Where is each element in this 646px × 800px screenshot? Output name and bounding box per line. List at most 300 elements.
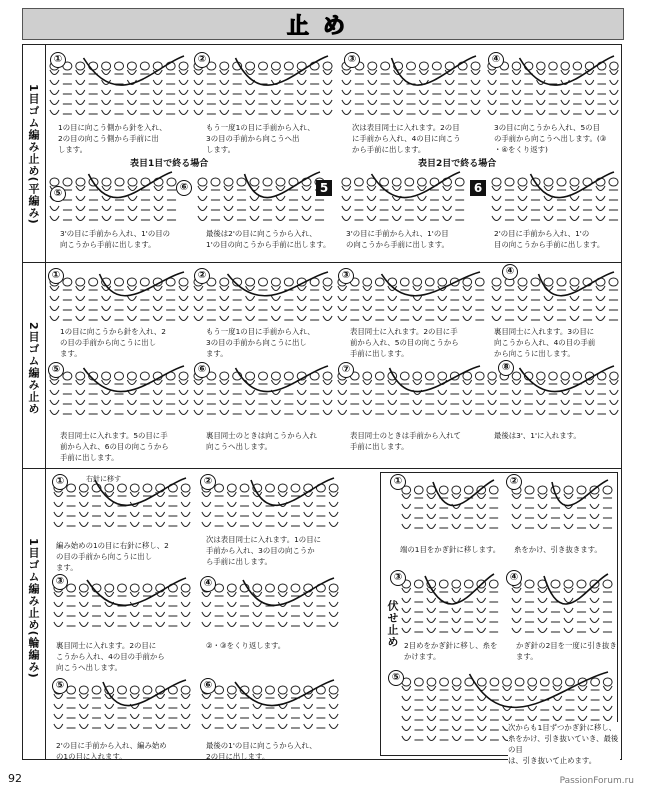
stitch-line — [329, 704, 338, 709]
step-number: ⑤ — [50, 186, 66, 202]
stitch-loop — [115, 178, 124, 186]
stitch-line — [50, 400, 59, 405]
stitch-line — [224, 216, 233, 221]
stitch-line — [79, 724, 88, 729]
stitch-loop — [105, 484, 114, 492]
yarn-needle-line — [531, 172, 615, 198]
stitch-line — [596, 186, 605, 191]
stitch-line — [538, 598, 547, 603]
stitch-line — [512, 618, 521, 623]
stitch-line — [179, 296, 188, 301]
stitch-line — [202, 724, 211, 729]
stitch-line — [202, 704, 211, 709]
stitch-line — [102, 186, 111, 191]
stitch-line — [477, 514, 486, 519]
stitch-loop — [400, 278, 409, 286]
stitch-line — [342, 100, 351, 105]
stitch-line — [54, 622, 63, 627]
stitch-loop — [440, 678, 449, 686]
stitch-line — [246, 306, 255, 311]
stitch-line — [338, 316, 347, 321]
stitch-line — [130, 622, 139, 627]
stitch-line — [338, 296, 347, 301]
stitch-line — [202, 492, 211, 497]
stitch-line — [278, 492, 287, 497]
stitch-loop — [512, 62, 521, 70]
stitch-line — [518, 206, 527, 211]
stitch-loop — [553, 678, 562, 686]
stitch-line — [528, 716, 537, 721]
stitch-line — [224, 186, 233, 191]
stitch-line — [610, 110, 619, 115]
stitch-line — [54, 522, 63, 527]
stitch-line — [304, 714, 313, 719]
stitch-line — [537, 380, 546, 385]
stitch-loop — [266, 686, 275, 694]
stitch-line — [253, 714, 262, 719]
stitch-line — [512, 400, 521, 405]
stitch-line — [304, 522, 313, 527]
step-number: ① — [50, 52, 66, 68]
stitch-loop — [140, 62, 149, 70]
stitch-line — [76, 196, 85, 201]
stitch-line — [413, 316, 422, 321]
stitch-line — [452, 514, 461, 519]
stitch-line — [512, 524, 521, 529]
stitch-line — [553, 716, 562, 721]
stitch-line — [367, 196, 376, 201]
stitch-line — [323, 390, 332, 395]
stitch-line — [553, 686, 562, 691]
stitch-line — [153, 410, 162, 415]
stitch-line — [194, 110, 203, 115]
step-number: ① — [48, 268, 64, 284]
step-number: ② — [194, 268, 210, 284]
stitch-line — [128, 206, 137, 211]
stitch-line — [427, 524, 436, 529]
stitch-line — [323, 110, 332, 115]
yarn-needle-line — [89, 172, 173, 198]
stitch-line — [342, 216, 351, 221]
stitch-loop — [118, 484, 127, 492]
stitch-loop — [363, 372, 372, 380]
stitch-line — [154, 196, 163, 201]
stitch-line — [198, 206, 207, 211]
stitch-loop — [140, 372, 149, 380]
stitch-line — [488, 90, 497, 95]
stitch-line — [363, 286, 372, 291]
step-caption: 最後の1'の目に向こうから入れ、 2の目に出します。 — [206, 741, 317, 761]
stitch-loop — [237, 178, 246, 186]
stitch-line — [50, 110, 59, 115]
stitch-line — [477, 608, 486, 613]
stitch-line — [130, 694, 139, 699]
stitch-loop — [561, 372, 570, 380]
stitch-line — [323, 410, 332, 415]
stitch-line — [302, 186, 311, 191]
stitch-line — [54, 714, 63, 719]
stitch-line — [413, 286, 422, 291]
stitch-line — [127, 316, 136, 321]
stitch-line — [537, 400, 546, 405]
stitch-line — [194, 306, 203, 311]
stitch-line — [538, 494, 547, 499]
step-diagram — [486, 52, 620, 122]
stitch-line — [297, 400, 306, 405]
stitch-loop — [540, 678, 549, 686]
stitch-line — [153, 110, 162, 115]
stitch-line — [388, 380, 397, 385]
stitch-line — [329, 694, 338, 699]
stitch-line — [278, 512, 287, 517]
step-diagram — [48, 268, 190, 326]
stitch-line — [443, 216, 452, 221]
stitch-line — [596, 296, 605, 301]
stitch-line — [220, 306, 229, 311]
step-diagram — [200, 676, 340, 738]
stitch-line — [153, 100, 162, 105]
stitch-line — [603, 706, 612, 711]
step-number: ⑥ — [194, 362, 210, 378]
stitch-loop — [417, 178, 426, 186]
stitch-loop — [329, 686, 338, 694]
stitch-line — [596, 206, 605, 211]
stitch-line — [194, 286, 203, 291]
stitch-line — [127, 400, 136, 405]
stitch-line — [585, 400, 594, 405]
stitch-loop — [130, 484, 139, 492]
stitch-line — [181, 602, 190, 607]
stitch-loop — [246, 278, 255, 286]
stitch-line — [488, 100, 497, 105]
stitch-loop — [140, 278, 149, 286]
stitch-line — [463, 286, 472, 291]
yarn-needle-line — [539, 272, 615, 296]
stitch-line — [130, 492, 139, 497]
stitch-line — [570, 286, 579, 291]
stitch-line — [438, 306, 447, 311]
stitch-line — [544, 216, 553, 221]
stitch-line — [512, 390, 521, 395]
stitch-line — [153, 286, 162, 291]
stitch-line — [564, 494, 573, 499]
stitch-line — [220, 80, 229, 85]
stitch-line — [518, 306, 527, 311]
section-label: 2目ゴム編み止め — [27, 322, 40, 415]
step-diagram — [192, 52, 334, 122]
stitch-line — [181, 622, 190, 627]
stitch-loop — [67, 584, 76, 592]
stitch-line — [537, 100, 546, 105]
stitch-loop — [477, 678, 486, 686]
stitch-loop — [114, 372, 123, 380]
stitch-loop — [475, 278, 484, 286]
stitch-loop — [291, 484, 300, 492]
stitch-line — [492, 206, 501, 211]
stitch-line — [590, 524, 599, 529]
stitch-line — [128, 186, 137, 191]
stitch-line — [388, 316, 397, 321]
stitch-loop — [227, 584, 236, 592]
stitch-line — [419, 100, 428, 105]
step-caption: 3の目に向こうから入れ、5の目 の手前から向こうへ出します。(③ ・④をくり返す) — [494, 123, 607, 154]
stitch-loop — [368, 62, 377, 70]
stitch-line — [537, 390, 546, 395]
stitch-line — [102, 306, 111, 311]
stitch-loop — [573, 372, 582, 380]
stitch-loop — [439, 580, 448, 588]
stitch-line — [512, 90, 521, 95]
stitch-line — [368, 70, 377, 75]
stitch-loop — [63, 372, 72, 380]
stitch-loop — [342, 178, 351, 186]
stitch-line — [590, 504, 599, 509]
stitch-line — [181, 714, 190, 719]
stitch-line — [227, 704, 236, 709]
step-diagram — [48, 168, 178, 230]
page-number: 92 — [8, 772, 22, 785]
stitch-loop — [118, 584, 127, 592]
stitch-line — [427, 686, 436, 691]
stitch-loop — [258, 278, 267, 286]
stitch-line — [394, 80, 403, 85]
stitch-line — [50, 410, 59, 415]
stitch-loop — [438, 372, 447, 380]
stitch-line — [610, 390, 619, 395]
stitch-line — [278, 592, 287, 597]
stitch-loop — [414, 678, 423, 686]
stitch-line — [202, 714, 211, 719]
stitch-line — [402, 686, 411, 691]
stitch-line — [413, 306, 422, 311]
stitch-line — [443, 196, 452, 201]
stitch-line — [102, 216, 111, 221]
stitch-line — [54, 694, 63, 699]
stitch-line — [253, 502, 262, 507]
stitch-line — [338, 306, 347, 311]
stitch-line — [297, 316, 306, 321]
stitch-line — [220, 70, 229, 75]
stitch-line — [477, 726, 486, 731]
stitch-line — [342, 206, 351, 211]
step-diagram — [52, 574, 192, 640]
stitch-loop — [227, 484, 236, 492]
step-caption: 1の目に向こうから針を入れ、2 の目の手前から向こうに出し ます。 — [60, 327, 166, 358]
stitch-line — [105, 612, 114, 617]
stitch-loop — [291, 686, 300, 694]
stitch-line — [338, 380, 347, 385]
step-caption: 3'の目に手前から入れ、1'の目の 向こうから手前に出します。 — [60, 229, 170, 249]
stitch-loop — [561, 62, 570, 70]
stitch-line — [297, 306, 306, 311]
stitch-line — [452, 726, 461, 731]
stitch-line — [105, 522, 114, 527]
stitch-line — [271, 400, 280, 405]
stitch-line — [202, 502, 211, 507]
stitch-line — [488, 380, 497, 385]
stitch-line — [50, 390, 59, 395]
stitch-line — [590, 608, 599, 613]
stitch-line — [227, 492, 236, 497]
stitch-line — [179, 70, 188, 75]
stitch-line — [578, 716, 587, 721]
stitch-line — [443, 186, 452, 191]
stitch-line — [179, 90, 188, 95]
stitch-line — [463, 390, 472, 395]
stitch-loop — [610, 372, 619, 380]
step-caption: 端の1目をかぎ針に移します。 — [400, 545, 501, 554]
stitch-line — [363, 410, 372, 415]
stitch-loop — [363, 278, 372, 286]
stitch-line — [253, 602, 262, 607]
stitch-line — [471, 70, 480, 75]
step-number: ④ — [488, 52, 504, 68]
stitch-line — [202, 522, 211, 527]
stitch-line — [179, 110, 188, 115]
stitch-loop — [323, 278, 332, 286]
stitch-line — [76, 400, 85, 405]
stitch-loop — [566, 678, 575, 686]
stitch-loop — [503, 678, 512, 686]
stitch-loop — [179, 62, 188, 70]
stitch-line — [220, 296, 229, 301]
stitch-line — [220, 110, 229, 115]
stitch-loop — [276, 178, 285, 186]
stitch-line — [590, 598, 599, 603]
stitch-line — [570, 296, 579, 301]
stitch-loop — [79, 686, 88, 694]
stitch-line — [194, 410, 203, 415]
stitch-line — [179, 380, 188, 385]
stitch-line — [128, 216, 137, 221]
stitch-line — [323, 70, 332, 75]
stitch-line — [54, 502, 63, 507]
step-number: ③ — [390, 570, 406, 586]
stitch-line — [561, 410, 570, 415]
page-title-bar — [22, 8, 624, 40]
stitch-line — [250, 196, 259, 201]
stitch-line — [127, 100, 136, 105]
stitch-line — [590, 618, 599, 623]
stitch-line — [477, 494, 486, 499]
stitch-loop — [271, 278, 280, 286]
stitch-loop — [271, 62, 280, 70]
stitch-line — [564, 618, 573, 623]
stitch-line — [304, 704, 313, 709]
stitch-loop — [505, 178, 514, 186]
stitch-line — [271, 90, 280, 95]
stitch-line — [329, 492, 338, 497]
stitch-line — [603, 696, 612, 701]
yarn-needle-line — [520, 56, 615, 85]
stitch-loop — [329, 484, 338, 492]
stitch-line — [179, 306, 188, 311]
stitch-loop — [354, 178, 363, 186]
stitch-line — [342, 90, 351, 95]
stitch-loop — [284, 62, 293, 70]
stitch-line — [419, 90, 428, 95]
step-caption: 最後は2'の目に向こうから入れ、 1'の目の向こうから手前に出します。 — [206, 229, 331, 249]
stitch-line — [50, 306, 59, 311]
step-number: ③ — [52, 574, 68, 590]
stitch-loop — [63, 178, 72, 186]
stitch-line — [179, 316, 188, 321]
stitch-line — [477, 524, 486, 529]
stitch-line — [179, 390, 188, 395]
stitch-line — [438, 390, 447, 395]
stitch-line — [538, 514, 547, 519]
stitch-loop — [76, 372, 85, 380]
stitch-line — [471, 90, 480, 95]
stitch-loop — [475, 372, 484, 380]
stitch-line — [402, 504, 411, 509]
stitch-line — [596, 316, 605, 321]
stitch-line — [102, 390, 111, 395]
stitch-line — [102, 70, 111, 75]
stitch-line — [413, 296, 422, 301]
stitch-line — [610, 80, 619, 85]
stitch-line — [596, 196, 605, 201]
stitch-line — [179, 80, 188, 85]
stitch-line — [570, 206, 579, 211]
stitch-line — [181, 612, 190, 617]
stitch-line — [528, 706, 537, 711]
stitch-line — [413, 400, 422, 405]
stitch-line — [329, 612, 338, 617]
stitch-line — [227, 592, 236, 597]
step-caption: 次は表目同士に入れます。1の目に 手前から入れ、3の目の向こうか ら手前に出します。 — [206, 535, 321, 566]
stitch-line — [564, 598, 573, 603]
step-diagram — [336, 362, 486, 424]
stitch-line — [471, 80, 480, 85]
stitch-line — [368, 100, 377, 105]
stitch-line — [227, 622, 236, 627]
stitch-line — [394, 90, 403, 95]
stitch-line — [368, 110, 377, 115]
stitch-line — [570, 306, 579, 311]
stitch-line — [181, 502, 190, 507]
stitch-line — [544, 306, 553, 311]
stitch-line — [492, 306, 501, 311]
stitch-line — [463, 400, 472, 405]
stitch-loop — [284, 372, 293, 380]
stitch-loop — [323, 62, 332, 70]
step-diagram — [340, 52, 482, 122]
stitch-line — [297, 110, 306, 115]
stitch-line — [127, 410, 136, 415]
stitch-line — [271, 110, 280, 115]
stitch-line — [323, 100, 332, 105]
stitch-line — [342, 186, 351, 191]
stitch-line — [202, 512, 211, 517]
stitch-loop — [215, 484, 224, 492]
stitch-line — [342, 80, 351, 85]
stitch-line — [227, 612, 236, 617]
stitch-line — [553, 706, 562, 711]
stitch-line — [603, 716, 612, 721]
stitch-loop — [130, 584, 139, 592]
stitch-line — [452, 588, 461, 593]
stitch-line — [278, 612, 287, 617]
stitch-line — [564, 608, 573, 613]
stitch-loop — [463, 278, 472, 286]
stitch-line — [427, 696, 436, 701]
stitch-loop — [79, 584, 88, 592]
stitch-loop — [439, 486, 448, 494]
stitch-line — [271, 306, 280, 311]
stitch-line — [79, 694, 88, 699]
stitch-line — [388, 410, 397, 415]
